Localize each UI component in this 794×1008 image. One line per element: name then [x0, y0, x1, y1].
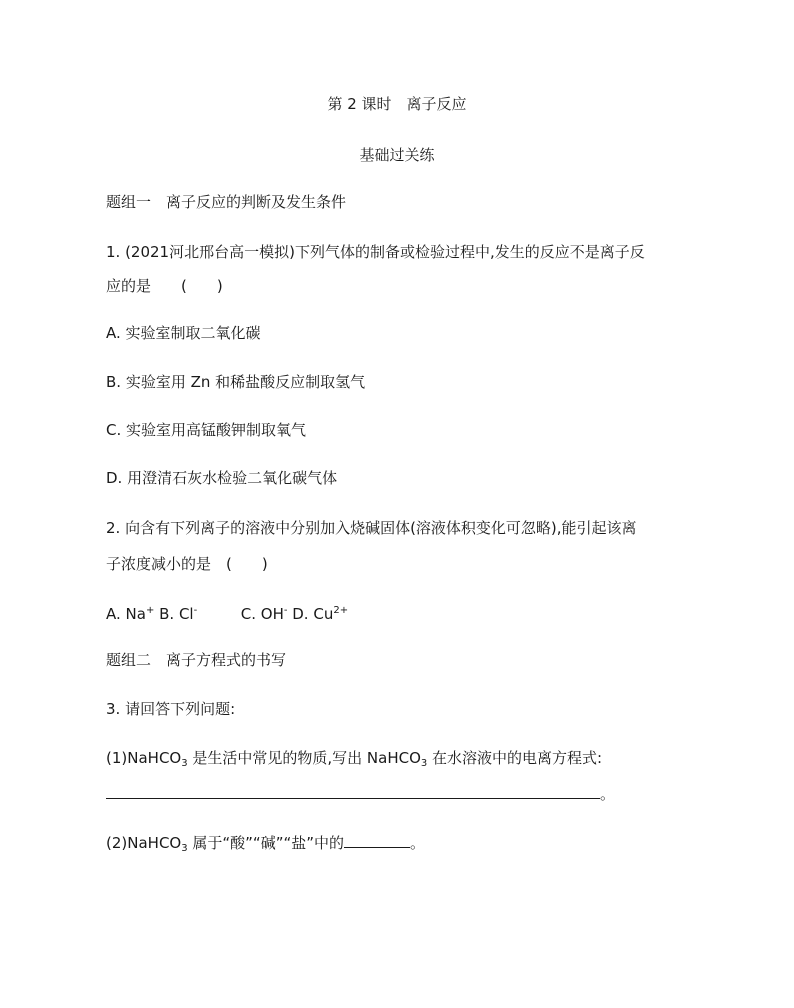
q3-part1-answer: 。 — [106, 784, 615, 804]
q2-stem-line2: 子浓度减小的是 ( ) — [106, 555, 268, 573]
q3-intro: 3. 请回答下列问题: — [106, 700, 236, 718]
q1-stem-line2: 应的是 ( ) — [106, 277, 223, 295]
q1-stem-line1: 1. (2021河北邢台高一模拟)下列气体的制备或检验过程中,发生的反应不是离子反 — [106, 243, 645, 261]
group2-heading: 题组二 离子方程式的书写 — [106, 651, 287, 669]
q2-options — [106, 601, 348, 624]
q2-option-d: D. $Cu^{2+}$ — [287, 605, 349, 623]
section-title: 基础过关练 — [359, 146, 435, 164]
q2-option-a: A. Na+ — [106, 605, 155, 623]
answer-blank-2[interactable] — [344, 833, 410, 848]
q1-option-b: B. 实验室用 Zn 和稀盐酸反应制取氢气 — [106, 373, 366, 391]
group1-heading: 题组一 离子反应的判断及发生条件 — [106, 193, 347, 211]
q1-option-c: C. 实验室用高锰酸钾制取氧气 — [106, 421, 307, 439]
lesson-title: 第 2 课时 离子反应 — [327, 95, 467, 113]
q3-part1: (1)NaHCO$_3$ 是生活中常见的物质,写出 NaHCO$_3$ 在水溶液中的电离方程式: — [106, 749, 603, 769]
q1-option-d: D. 用澄清石灰水检验二氧化碳气体 — [106, 469, 338, 487]
q2-option-c: C. OH- — [240, 605, 288, 623]
q2-stem-line1: 2. 向含有下列离子的溶液中分别加入烧碱固体(溶液体积变化可忽略),能引起该离 — [106, 519, 637, 537]
q1-option-a: A. 实验室制取二氧化碳 — [106, 324, 261, 342]
answer-blank-1[interactable] — [106, 784, 600, 799]
q3-part2: (2)NaHCO$_3$ 属于“酸”“碱”“盐”中的 。 — [106, 834, 426, 854]
q2-option-b: B. Cl- — [154, 605, 198, 623]
